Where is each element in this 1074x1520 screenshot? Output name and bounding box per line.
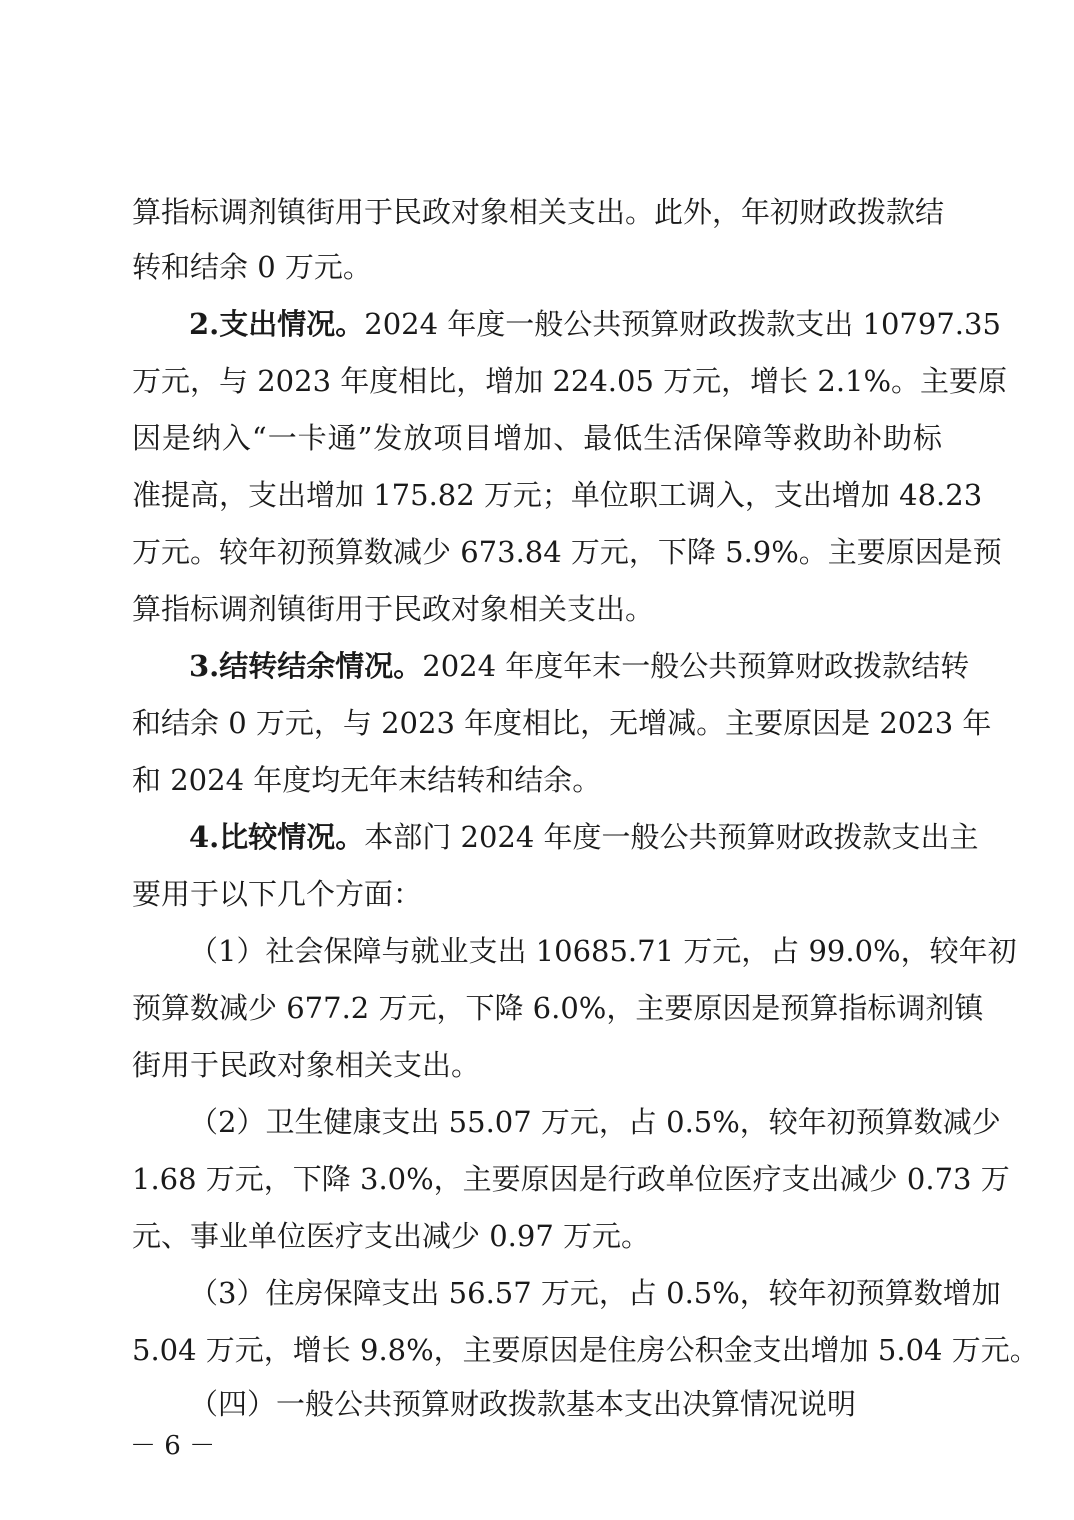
item-first-line: （3）住房保障支出 56.57 万元，占 0.5%，较年初预算数增加 [189, 1276, 1001, 1310]
paragraph-line: 5.04 万元，增长 9.8%，主要原因是住房公积金支出增加 5.04 万元。 [132, 1333, 1039, 1367]
paragraph-line: 算指标调剂镇街用于民政对象相关支出。此外，年初财政拨款结 [132, 195, 945, 229]
paragraph-line: 准提高，支出增加 175.82 万元；单位职工调入，支出增加 48.23 [132, 478, 983, 512]
paragraph-line: 万元，与 2023 年度相比，增加 224.05 万元，增长 2.1%。主要原 [132, 364, 1008, 398]
item-first-line: （1）社会保障与就业支出 10685.71 万元，占 99.0%，较年初 [189, 934, 1017, 968]
paragraph-line: 1.68 万元，下降 3.0%，主要原因是行政单位医疗支出减少 0.73 万 [132, 1162, 1010, 1196]
section-text: 本部门 2024 年度一般公共预算财政拨款支出主 [364, 820, 979, 854]
section-first-line [189, 304, 1001, 344]
paragraph-line: 要用于以下几个方面： [132, 877, 423, 911]
section-first-line [189, 817, 979, 857]
paragraph-line: 预算数减少 677.2 万元，下降 6.0%，主要原因是预算指标调剂镇 [132, 991, 984, 1025]
section-first-line [189, 646, 970, 686]
page-number: － 6 － [130, 1431, 216, 1461]
paragraph-line: 因是纳入“一卡通”发放项目增加、最低生活保障等救助补助标 [132, 421, 942, 455]
subheading: （四）一般公共预算财政拨款基本支出决算情况说明 [189, 1387, 857, 1421]
item-first-line: （2）卫生健康支出 55.07 万元，占 0.5%，较年初预算数减少 [189, 1105, 1001, 1139]
section-label: 3.结转结余情况。 [189, 649, 423, 683]
section-text: 2024 年度年末一般公共预算财政拨款结转 [422, 649, 970, 683]
paragraph-line: 万元。较年初预算数减少 673.84 万元，下降 5.9%。主要原因是预 [132, 535, 1002, 569]
paragraph-line: 街用于民政对象相关支出。 [132, 1048, 481, 1082]
paragraph-line: 和结余 0 万元，与 2023 年度相比，无增减。主要原因是 2023 年 [132, 706, 992, 740]
paragraph-line: 和 2024 年度均无年末结转和结余。 [132, 763, 602, 797]
section-label: 2.支出情况。 [189, 307, 365, 341]
section-text: 2024 年度一般公共预算财政拨款支出 10797.35 [364, 307, 1001, 341]
paragraph-line: 元、事业单位医疗支出减少 0.97 万元。 [132, 1219, 651, 1253]
paragraph-line: 转和结余 0 万元。 [132, 250, 372, 284]
section-label: 4.比较情况。 [189, 820, 365, 854]
paragraph-line: 算指标调剂镇街用于民政对象相关支出。 [132, 592, 655, 626]
